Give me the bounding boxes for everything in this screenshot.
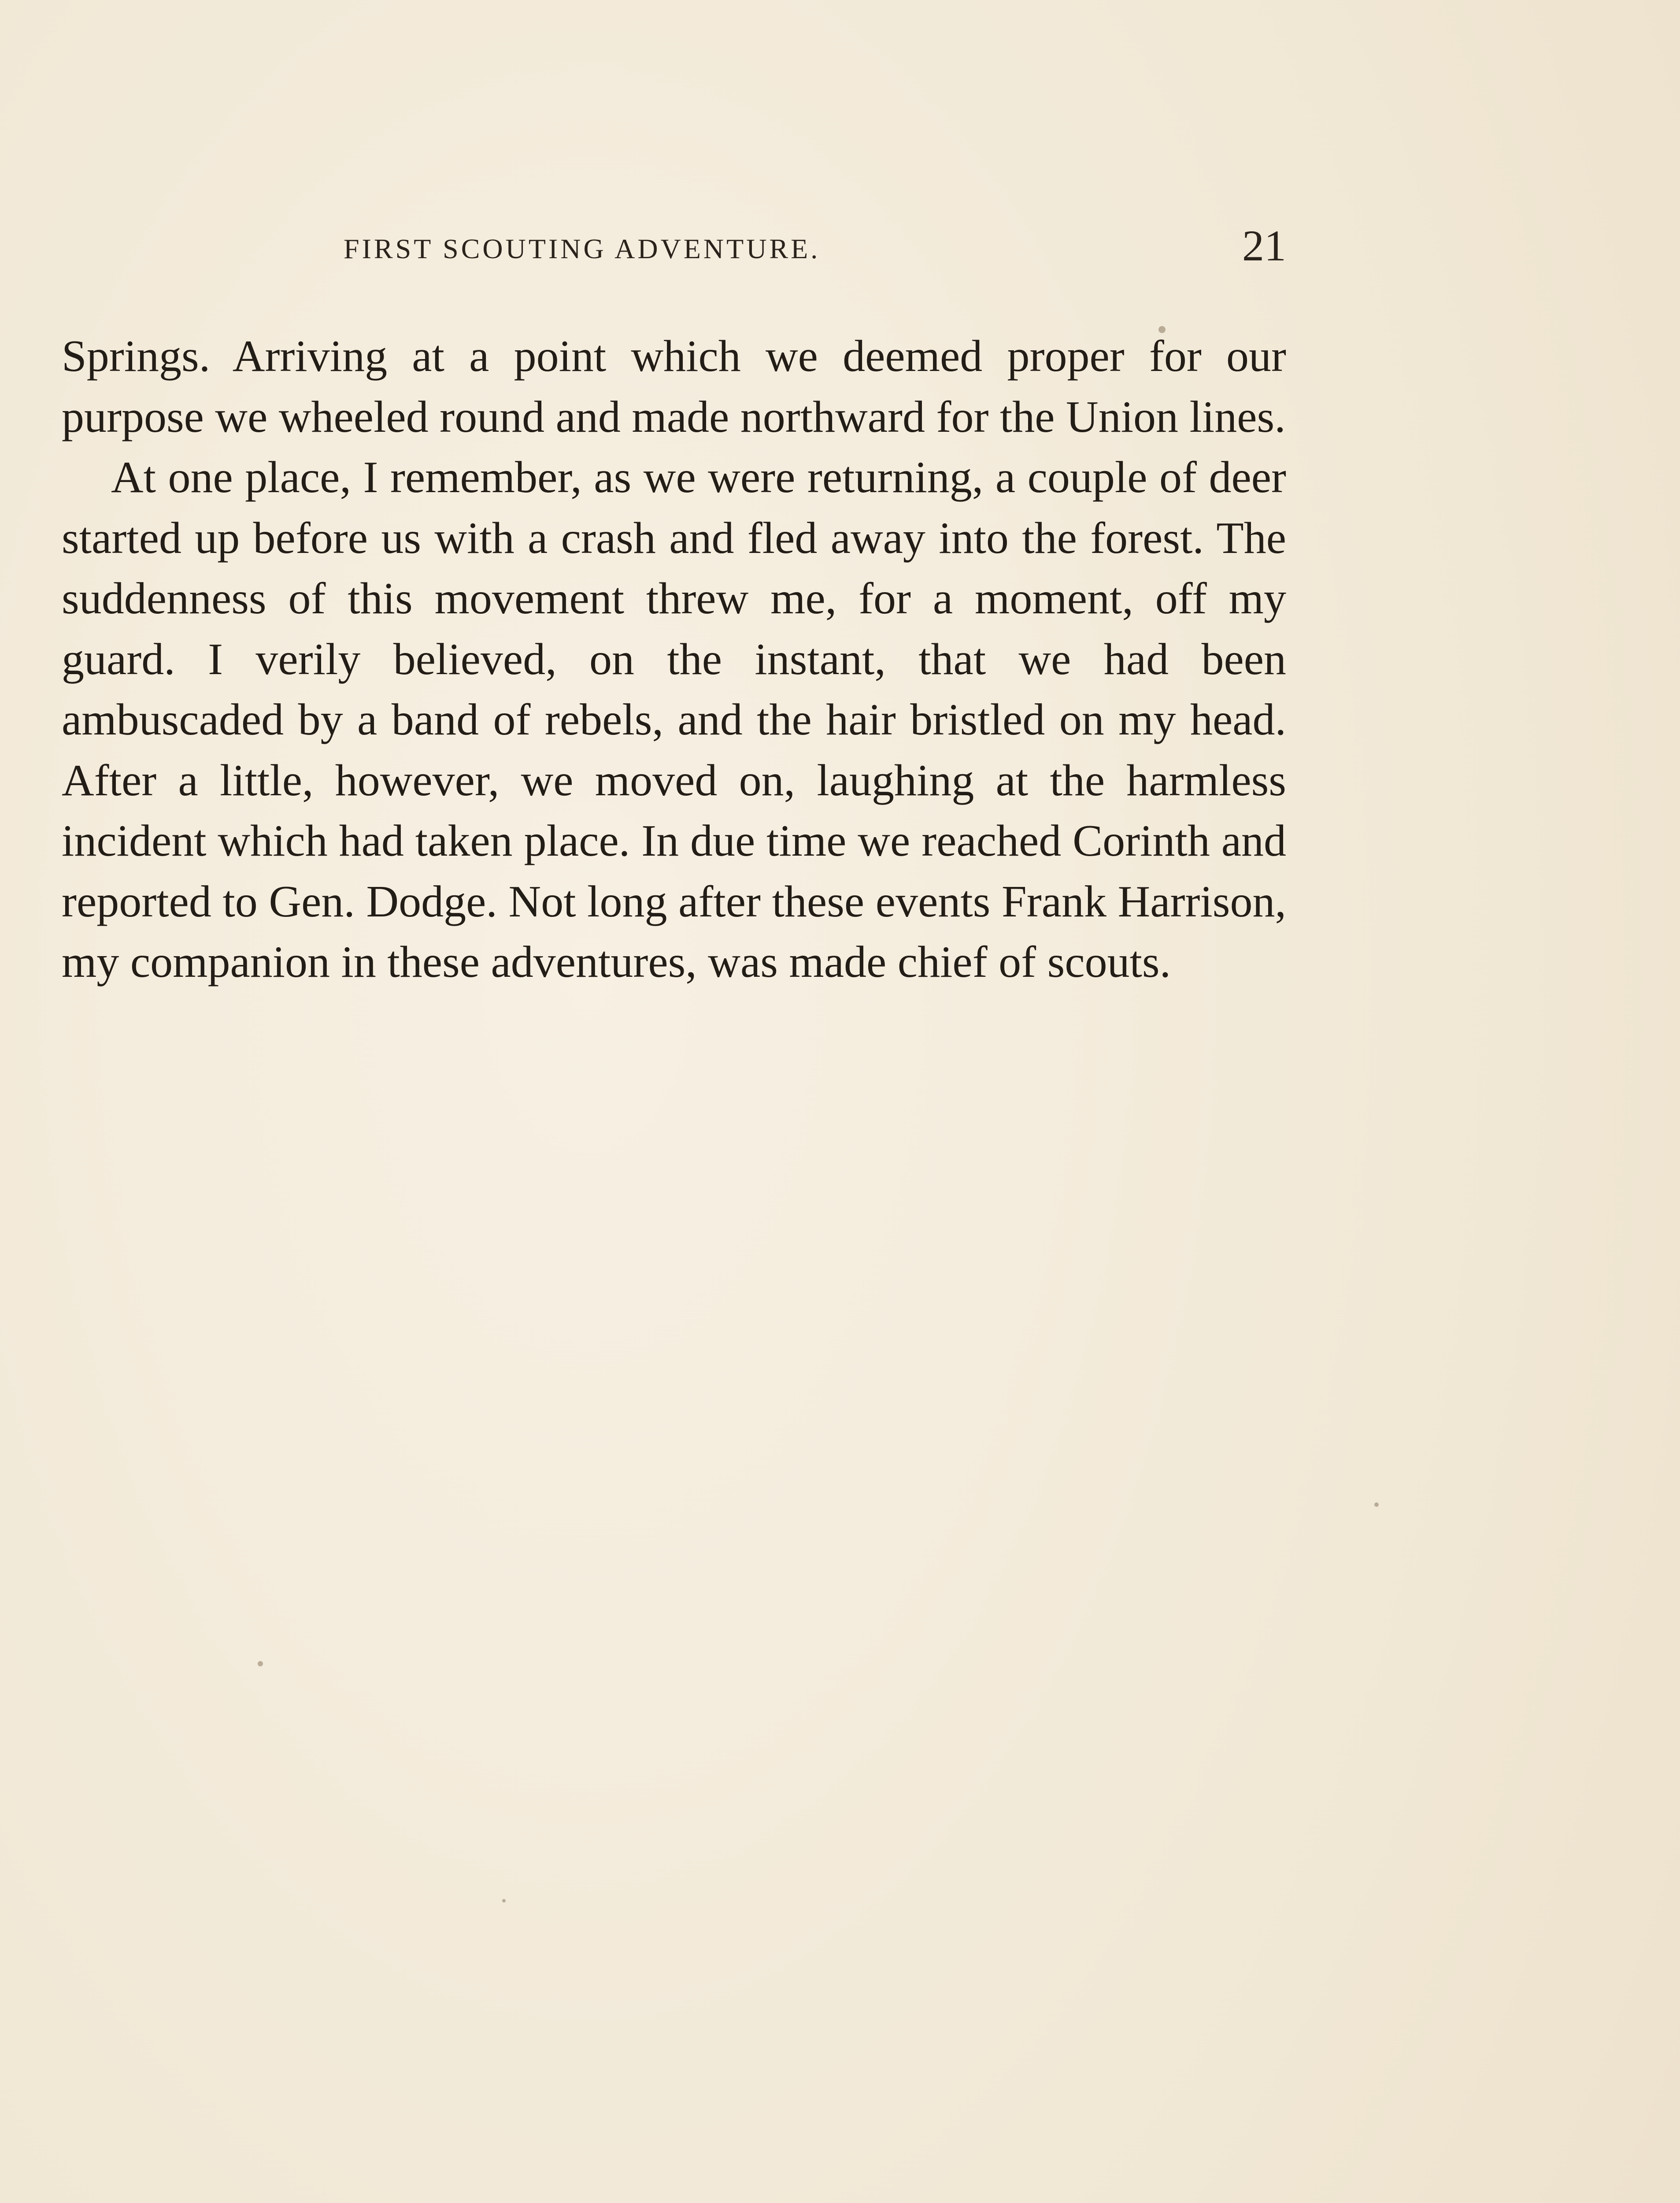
body-text xyxy=(62,326,1286,993)
running-head: FIRST SCOUTING ADVENTURE. xyxy=(344,233,821,264)
paper-speck xyxy=(502,1899,506,1903)
page-number: 21 xyxy=(1242,221,1286,270)
paragraph: Springs. Arriving at a point which we deemed proper for our purpose we wheeled round and made northward for the Union lines. xyxy=(62,331,1286,442)
page-header xyxy=(62,220,1286,269)
paragraph: At one place, I remember, as we were returning, a couple of deer started up before us with a crash and fled away into the forest. The suddenness of this movement threw me, for a moment, off my guard. I verily believed, on the instant, that we had been ambuscaded by a band of rebels, and the hair bristled on my head. After a little, however, we moved on, laughing at the harmless incident which had taken place. In due time we reached Corinth and reported to Gen. Dodge. Not long after these events Frank Harrison, my companion in these adventures, was made chief of scouts. xyxy=(62,452,1286,987)
paper-speck xyxy=(258,1661,263,1666)
paper-speck xyxy=(1374,1502,1379,1507)
